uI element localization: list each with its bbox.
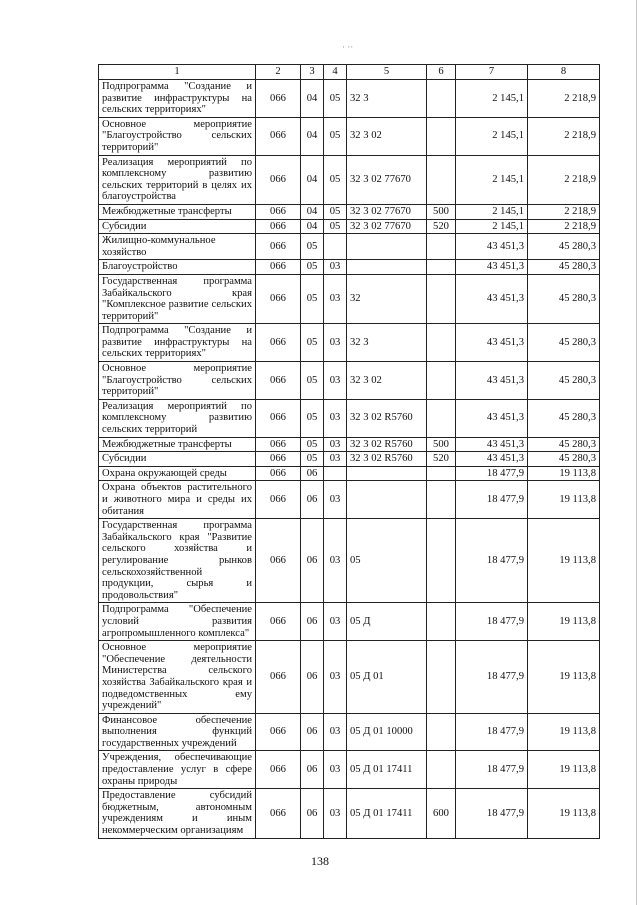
table-row xyxy=(99,751,600,789)
target-article-cell: 05 Д 01 17411 xyxy=(347,789,427,838)
section-code-cell: 06 xyxy=(301,519,324,603)
section-code-cell: 06 xyxy=(301,466,324,481)
section-code-cell: 04 xyxy=(301,117,324,155)
amount-year1-cell: 43 451,3 xyxy=(456,362,528,400)
target-article-cell: 32 3 02 R5760 xyxy=(347,399,427,437)
subsection-code-cell: 05 xyxy=(324,80,347,118)
amount-year1-cell: 18 477,9 xyxy=(456,641,528,714)
amount-year1-cell: 18 477,9 xyxy=(456,466,528,481)
section-code-cell: 06 xyxy=(301,603,324,641)
column-header-row xyxy=(99,65,600,80)
table-row xyxy=(99,713,600,751)
target-article-cell: 32 3 02 77670 xyxy=(347,155,427,204)
subsection-code-cell: 03 xyxy=(324,603,347,641)
target-article-cell xyxy=(347,481,427,519)
table-row xyxy=(99,219,600,234)
admin-code-cell: 066 xyxy=(256,274,301,323)
expense-type-cell xyxy=(427,603,456,641)
amount-year1-cell: 18 477,9 xyxy=(456,603,528,641)
scan-mark: · ·· xyxy=(342,42,354,52)
amount-year2-cell: 45 280,3 xyxy=(528,324,600,362)
amount-year1-cell: 18 477,9 xyxy=(456,519,528,603)
subsection-code-cell: 03 xyxy=(324,324,347,362)
amount-year2-cell: 2 218,9 xyxy=(528,155,600,204)
amount-year1-cell: 2 145,1 xyxy=(456,204,528,219)
target-article-cell: 32 3 02 xyxy=(347,362,427,400)
table-row xyxy=(99,117,600,155)
admin-code-cell: 066 xyxy=(256,519,301,603)
row-name-cell: Учреждения, обеспечивающие предоставление услуг в сфере охраны природы xyxy=(99,751,256,789)
amount-year2-cell: 45 280,3 xyxy=(528,362,600,400)
row-name-cell: Основное мероприятие "Благоустройство сельских территорий" xyxy=(99,117,256,155)
expense-type-cell xyxy=(427,324,456,362)
expense-type-cell: 520 xyxy=(427,452,456,467)
admin-code-cell: 066 xyxy=(256,603,301,641)
amount-year1-cell: 2 145,1 xyxy=(456,155,528,204)
subsection-code-cell: 03 xyxy=(324,437,347,452)
target-article-cell xyxy=(347,466,427,481)
row-name-cell: Реализация мероприятий по комплексному развитию сельских территорий xyxy=(99,399,256,437)
table-row xyxy=(99,274,600,323)
row-name-cell: Подпрограмма "Создание и развитие инфраструктуры на сельских территориях" xyxy=(99,80,256,118)
subsection-code-cell xyxy=(324,466,347,481)
row-name-cell: Межбюджетные трансферты xyxy=(99,437,256,452)
amount-year1-cell: 18 477,9 xyxy=(456,481,528,519)
table-row xyxy=(99,789,600,838)
amount-year1-cell: 43 451,3 xyxy=(456,234,528,260)
expense-type-cell xyxy=(427,641,456,714)
section-code-cell: 06 xyxy=(301,789,324,838)
subsection-code-cell: 05 xyxy=(324,219,347,234)
table-row xyxy=(99,519,600,603)
admin-code-cell: 066 xyxy=(256,155,301,204)
column-header: 8 xyxy=(528,65,600,80)
table-row xyxy=(99,399,600,437)
admin-code-cell: 066 xyxy=(256,219,301,234)
table-row xyxy=(99,234,600,260)
target-article-cell: 32 3 xyxy=(347,80,427,118)
row-name-cell: Основное мероприятие "Благоустройство сельских территорий" xyxy=(99,362,256,400)
amount-year2-cell: 2 218,9 xyxy=(528,117,600,155)
row-name-cell: Охрана окружающей среды xyxy=(99,466,256,481)
expense-type-cell xyxy=(427,260,456,275)
amount-year2-cell: 45 280,3 xyxy=(528,274,600,323)
subsection-code-cell: 03 xyxy=(324,452,347,467)
admin-code-cell: 066 xyxy=(256,399,301,437)
subsection-code-cell: 03 xyxy=(324,399,347,437)
admin-code-cell: 066 xyxy=(256,713,301,751)
row-name-cell: Подпрограмма "Обеспечение условий развития агропромышленного комплекса" xyxy=(99,603,256,641)
table-row xyxy=(99,362,600,400)
table-row xyxy=(99,437,600,452)
amount-year2-cell: 19 113,8 xyxy=(528,641,600,714)
amount-year1-cell: 43 451,3 xyxy=(456,399,528,437)
amount-year2-cell: 19 113,8 xyxy=(528,751,600,789)
section-code-cell: 06 xyxy=(301,713,324,751)
row-name-cell: Охрана объектов растительного и животного мира и среды их обитания xyxy=(99,481,256,519)
section-code-cell: 04 xyxy=(301,155,324,204)
amount-year2-cell: 2 218,9 xyxy=(528,219,600,234)
amount-year2-cell: 45 280,3 xyxy=(528,452,600,467)
section-code-cell: 04 xyxy=(301,204,324,219)
column-header: 6 xyxy=(427,65,456,80)
expense-type-cell xyxy=(427,399,456,437)
expense-type-cell xyxy=(427,713,456,751)
section-code-cell: 05 xyxy=(301,324,324,362)
target-article-cell xyxy=(347,260,427,275)
target-article-cell: 05 Д 01 10000 xyxy=(347,713,427,751)
column-header: 5 xyxy=(347,65,427,80)
section-code-cell: 05 xyxy=(301,260,324,275)
target-article-cell: 32 3 02 R5760 xyxy=(347,437,427,452)
expense-type-cell xyxy=(427,481,456,519)
target-article-cell: 32 3 02 xyxy=(347,117,427,155)
table-row xyxy=(99,324,600,362)
amount-year2-cell: 2 218,9 xyxy=(528,204,600,219)
expense-type-cell xyxy=(427,274,456,323)
subsection-code-cell: 03 xyxy=(324,274,347,323)
subsection-code-cell: 05 xyxy=(324,204,347,219)
expense-type-cell xyxy=(427,519,456,603)
amount-year1-cell: 2 145,1 xyxy=(456,117,528,155)
page-number: 138 xyxy=(311,854,329,868)
expense-type-cell xyxy=(427,234,456,260)
subsection-code-cell: 03 xyxy=(324,481,347,519)
row-name-cell: Межбюджетные трансферты xyxy=(99,204,256,219)
amount-year2-cell: 19 113,8 xyxy=(528,713,600,751)
subsection-code-cell: 03 xyxy=(324,362,347,400)
row-name-cell: Государственная программа Забайкальского края "Комплексное развитие сельских территорий" xyxy=(99,274,256,323)
section-code-cell: 06 xyxy=(301,481,324,519)
section-code-cell: 06 xyxy=(301,641,324,714)
admin-code-cell: 066 xyxy=(256,789,301,838)
amount-year2-cell: 19 113,8 xyxy=(528,519,600,603)
admin-code-cell: 066 xyxy=(256,80,301,118)
subsection-code-cell: 03 xyxy=(324,519,347,603)
amount-year2-cell: 45 280,3 xyxy=(528,437,600,452)
table-row xyxy=(99,260,600,275)
table-row xyxy=(99,603,600,641)
section-code-cell: 05 xyxy=(301,234,324,260)
row-name-cell: Субсидии xyxy=(99,219,256,234)
admin-code-cell: 066 xyxy=(256,452,301,467)
target-article-cell: 05 Д xyxy=(347,603,427,641)
row-name-cell: Государственная программа Забайкальского края "Развитие сельского хозяйства и регулирование рынков сельскохозяйственной продукции, сырья и продовольствия" xyxy=(99,519,256,603)
amount-year1-cell: 43 451,3 xyxy=(456,274,528,323)
admin-code-cell: 066 xyxy=(256,234,301,260)
admin-code-cell: 066 xyxy=(256,260,301,275)
section-code-cell: 04 xyxy=(301,80,324,118)
target-article-cell xyxy=(347,234,427,260)
admin-code-cell: 066 xyxy=(256,481,301,519)
target-article-cell: 32 3 02 77670 xyxy=(347,204,427,219)
target-article-cell: 32 xyxy=(347,274,427,323)
subsection-code-cell: 05 xyxy=(324,117,347,155)
table-row xyxy=(99,481,600,519)
amount-year1-cell: 43 451,3 xyxy=(456,324,528,362)
expense-type-cell xyxy=(427,117,456,155)
amount-year1-cell: 18 477,9 xyxy=(456,713,528,751)
amount-year2-cell: 45 280,3 xyxy=(528,260,600,275)
row-name-cell: Жилищно-коммунальное хозяйство xyxy=(99,234,256,260)
row-name-cell: Предоставление субсидий бюджетным, автономным учреждениям и иным некоммерческим организациям xyxy=(99,789,256,838)
expense-type-cell xyxy=(427,362,456,400)
expense-type-cell: 520 xyxy=(427,219,456,234)
table-row xyxy=(99,155,600,204)
subsection-code-cell: 05 xyxy=(324,155,347,204)
admin-code-cell: 066 xyxy=(256,117,301,155)
admin-code-cell: 066 xyxy=(256,204,301,219)
admin-code-cell: 066 xyxy=(256,466,301,481)
target-article-cell: 32 3 02 77670 xyxy=(347,219,427,234)
expense-type-cell xyxy=(427,80,456,118)
expense-type-cell xyxy=(427,466,456,481)
target-article-cell: 05 Д 01 17411 xyxy=(347,751,427,789)
section-code-cell: 05 xyxy=(301,362,324,400)
expense-type-cell xyxy=(427,155,456,204)
admin-code-cell: 066 xyxy=(256,751,301,789)
target-article-cell: 32 3 xyxy=(347,324,427,362)
row-name-cell: Основное мероприятие "Обеспечение деятельности Министерства сельского хозяйства Забайкальского края и подведомственных ему учреждений" xyxy=(99,641,256,714)
subsection-code-cell: 03 xyxy=(324,641,347,714)
expense-type-cell: 600 xyxy=(427,789,456,838)
amount-year2-cell: 45 280,3 xyxy=(528,399,600,437)
amount-year1-cell: 2 145,1 xyxy=(456,80,528,118)
row-name-cell: Благоустройство xyxy=(99,260,256,275)
amount-year1-cell: 18 477,9 xyxy=(456,789,528,838)
amount-year2-cell: 19 113,8 xyxy=(528,603,600,641)
column-header: 3 xyxy=(301,65,324,80)
amount-year2-cell: 19 113,8 xyxy=(528,466,600,481)
subsection-code-cell: 03 xyxy=(324,260,347,275)
column-header: 4 xyxy=(324,65,347,80)
amount-year2-cell: 19 113,8 xyxy=(528,481,600,519)
subsection-code-cell: 03 xyxy=(324,789,347,838)
section-code-cell: 05 xyxy=(301,399,324,437)
table-row xyxy=(99,204,600,219)
amount-year1-cell: 43 451,3 xyxy=(456,260,528,275)
column-header: 2 xyxy=(256,65,301,80)
row-name-cell: Подпрограмма "Создание и развитие инфраструктуры на сельских территориях" xyxy=(99,324,256,362)
admin-code-cell: 066 xyxy=(256,437,301,452)
row-name-cell: Финансовое обеспечение выполнения функций государственных учреждений xyxy=(99,713,256,751)
subsection-code-cell xyxy=(324,234,347,260)
table-row xyxy=(99,452,600,467)
budget-table xyxy=(98,64,600,839)
subsection-code-cell: 03 xyxy=(324,751,347,789)
section-code-cell: 05 xyxy=(301,452,324,467)
table-row xyxy=(99,80,600,118)
admin-code-cell: 066 xyxy=(256,641,301,714)
target-article-cell: 05 Д 01 xyxy=(347,641,427,714)
expense-type-cell: 500 xyxy=(427,204,456,219)
section-code-cell: 04 xyxy=(301,219,324,234)
table-row xyxy=(99,641,600,714)
column-header: 1 xyxy=(99,65,256,80)
target-article-cell: 32 3 02 R5760 xyxy=(347,452,427,467)
admin-code-cell: 066 xyxy=(256,362,301,400)
amount-year1-cell: 43 451,3 xyxy=(456,437,528,452)
section-code-cell: 05 xyxy=(301,437,324,452)
amount-year1-cell: 2 145,1 xyxy=(456,219,528,234)
row-name-cell: Реализация мероприятий по комплексному развитию сельских территорий в целях их благоустройства xyxy=(99,155,256,204)
amount-year1-cell: 43 451,3 xyxy=(456,452,528,467)
admin-code-cell: 066 xyxy=(256,324,301,362)
target-article-cell: 05 xyxy=(347,519,427,603)
subsection-code-cell: 03 xyxy=(324,713,347,751)
expense-type-cell xyxy=(427,751,456,789)
amount-year1-cell: 18 477,9 xyxy=(456,751,528,789)
amount-year2-cell: 2 218,9 xyxy=(528,80,600,118)
section-code-cell: 06 xyxy=(301,751,324,789)
section-code-cell: 05 xyxy=(301,274,324,323)
page-edge-line xyxy=(636,0,637,905)
table-row xyxy=(99,466,600,481)
column-header: 7 xyxy=(456,65,528,80)
row-name-cell: Субсидии xyxy=(99,452,256,467)
expense-type-cell: 500 xyxy=(427,437,456,452)
amount-year2-cell: 19 113,8 xyxy=(528,789,600,838)
amount-year2-cell: 45 280,3 xyxy=(528,234,600,260)
